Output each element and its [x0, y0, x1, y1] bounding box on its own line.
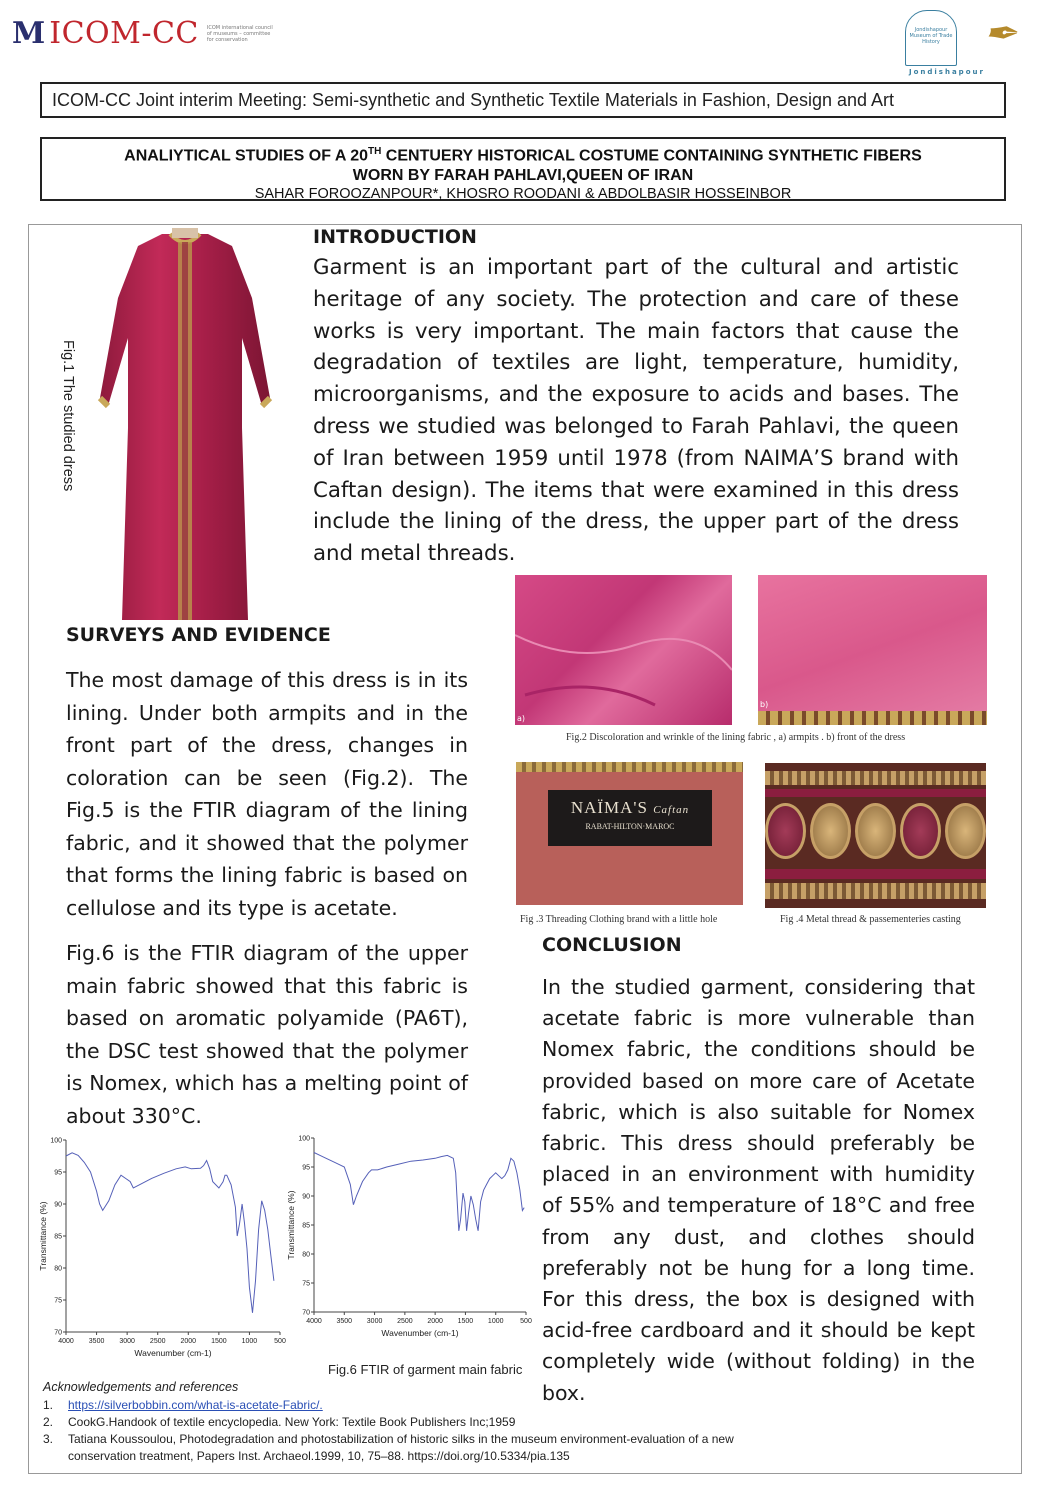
- y-tick-label: 80: [54, 1265, 62, 1273]
- calligraphy-logo-icon: ✒: [983, 11, 1017, 57]
- fig4-photo: [765, 763, 986, 908]
- poster-title-line1: ANALIYTICAL STUDIES OF A 20TH CENTUERY HISTORICAL COSTUME CONTAINING SYNTHETIC FIBERS: [124, 146, 922, 165]
- fig6-caption: Fig.6 FTIR of garment main fabric: [328, 1362, 523, 1377]
- fig3-caption: Fig .3 Threading Clothing brand with a little hole: [520, 914, 718, 925]
- reference-item: 2. CookG.Handook of textile encyclopedia. New York: Textile Book Publishers Inc;1959: [43, 1415, 516, 1429]
- meeting-title: ICOM-CC Joint interim Meeting: Semi-synthetic and Synthetic Textile Materials in Fashion, Design and Art: [52, 89, 895, 110]
- reference-item: 3. Tatiana Koussoulou, Photodegradation and photostabilization of historic silks in the museum environment-evaluation of a new conservation treatment, Papers Inst. Archaeol.1999, 10, 75–88. https://doi.org/10.5334/pia.135: [43, 1432, 734, 1463]
- fig2b-label: b): [760, 700, 769, 709]
- introduction-heading: INTRODUCTION: [313, 226, 477, 248]
- y-axis-label: Transmittance (%): [38, 1201, 48, 1271]
- x-tick-label: 3500: [88, 1338, 105, 1345]
- y-tick-label: 75: [302, 1280, 310, 1288]
- x-tick-label: 3500: [336, 1318, 353, 1325]
- conclusion-text: In the studied garment, considering that acetate fabric is more vulnerable than Nomex fabric, the conditions should be provided based on more care of Acetate fabric, which is also suitable for Nomex fabric. This dress should preferably be placed in an environment with humidity of 55% and temperature of 18°C and free from any dust, and clothes should preferably not be hung for a long time. For this dress, the box is designed with acid-free cardboard and it should be kept completely wide (without folding) in the box.: [542, 975, 975, 1405]
- museum-emblem-icon: Jondishapour Museum of Trade History: [905, 10, 957, 66]
- x-tick-label: 1500: [457, 1318, 474, 1325]
- surveys-text-1: The most damage of this dress is in its lining. Under both armpits and in the front part of the dress, changes in coloration can be seen (Fig.2). The Fig.5 is the FTIR diagram of the lining fabric, and it showed that the polymer that forms the lining fabric is based on cellulose and its type is acetate.: [66, 668, 468, 920]
- x-tick-label: 1000: [241, 1338, 258, 1345]
- conclusion-heading: CONCLUSION: [542, 934, 682, 956]
- fig2-caption: Fig.2 Discoloration and wrinkle of the lining fabric , a) armpits . b) front of the dress: [566, 732, 906, 743]
- x-tick-label: 1500: [211, 1338, 227, 1345]
- icom-mark-icon: M: [12, 16, 46, 51]
- y-tick-label: 100: [50, 1137, 62, 1145]
- icom-cc-logo: [12, 16, 277, 51]
- brand-name: NAÏMA'S: [570, 798, 648, 817]
- y-axis-label: Transmittance (%): [286, 1190, 296, 1260]
- x-tick-label: 4000: [306, 1318, 322, 1325]
- poster-title-box: [40, 137, 1006, 201]
- y-tick-label: 100: [298, 1135, 310, 1143]
- y-tick-label: 85: [54, 1233, 62, 1241]
- x-tick-label: 500: [274, 1338, 286, 1345]
- brand-city: RABAT-HILTON·MAROC: [585, 822, 675, 831]
- surveys-heading: SURVEYS AND EVIDENCE: [66, 624, 331, 646]
- y-tick-label: 90: [54, 1201, 62, 1209]
- fig2a-photo: [515, 575, 732, 725]
- poster-title-line2: WORN BY FARAH PAHLAVI,QUEEN OF IRAN: [352, 167, 694, 185]
- x-tick-label: 2500: [149, 1338, 166, 1345]
- brand-script: Caftan: [653, 804, 690, 816]
- ftir-chart-lining: [36, 1132, 286, 1368]
- y-tick-label: 95: [54, 1169, 62, 1177]
- poster-authors: SAHAR FOROOZANPOUR*, KHOSRO ROODANI & ABDOLBASIR HOSSEINBOR: [254, 186, 792, 203]
- y-tick-label: 95: [302, 1164, 310, 1172]
- x-tick-label: 500: [520, 1318, 532, 1325]
- reference-link[interactable]: https://silverbobbin.com/what-is-acetate-Fabric/.: [68, 1398, 323, 1412]
- surveys-text-2: Fig.6 is the FTIR diagram of the upper main fabric showed that this fabric is based on aromatic polyamide (PA6T), the DSC test showed that the polymer is Nomex, which has a melting point of about 330°C.: [66, 941, 468, 1128]
- y-tick-label: 80: [302, 1251, 310, 1259]
- references-list: [43, 1397, 803, 1465]
- fig1-caption: Fig.1 The studied dress: [60, 340, 76, 492]
- icom-cc-name: ICOM-CC: [49, 16, 199, 51]
- jondishapour-logo: [905, 4, 1040, 76]
- x-tick-label: 3000: [119, 1338, 135, 1345]
- y-tick-label: 90: [302, 1193, 310, 1201]
- introduction-text: Garment is an important part of the cultural and artistic heritage of any society. The protection and care of these works is very important. The main factors that cause the degradation of textiles are light, temperature, humidity, microorganisms, and the exposure to acids and bases. The dress we studied was belonged to Farah Pahlavi, the queen of Iran between 1959 until 1978 (from NAIMA’S brand with Caftan design). The items that were examined in this dress include the lining of the dress, the upper part of the dress and metal threads.: [313, 255, 959, 567]
- ftir-spectrum-line: [66, 1153, 274, 1313]
- icom-cc-subtitle: ICOM international council of museums – committee for conservation: [206, 24, 273, 43]
- y-tick-label: 75: [54, 1297, 62, 1305]
- meeting-banner: [40, 82, 1006, 118]
- ftir-spectrum-line: [314, 1153, 524, 1231]
- dress-photo: [92, 228, 278, 622]
- y-tick-label: 70: [54, 1329, 62, 1337]
- x-tick-label: 4000: [58, 1338, 74, 1345]
- fig2a-label: a): [517, 714, 526, 723]
- x-axis-label: Wavenumber (cm-1): [381, 1328, 459, 1338]
- brand-label: [548, 790, 712, 846]
- reference-item: 1. https://silverbobbin.com/what-is-acetate-Fabric/.: [43, 1398, 323, 1412]
- x-tick-label: 2500: [397, 1318, 413, 1325]
- y-tick-label: 85: [302, 1222, 310, 1230]
- fig3-photo: [516, 762, 743, 905]
- y-tick-label: 70: [302, 1309, 310, 1317]
- ftir-chart-main-fabric: [284, 1130, 534, 1344]
- passementerie-row: [765, 803, 986, 863]
- x-axis-label: Wavenumber (cm-1): [134, 1348, 212, 1358]
- x-tick-label: 3000: [366, 1318, 383, 1325]
- references-heading: Acknowledgements and references: [43, 1380, 239, 1394]
- x-tick-label: 2000: [180, 1338, 197, 1345]
- x-tick-label: 2000: [427, 1318, 443, 1325]
- jondishapour-name: Jondishapour: [909, 68, 985, 76]
- fig4-caption: Fig .4 Metal thread & passementeries casting: [780, 914, 961, 925]
- x-tick-label: 1000: [487, 1318, 504, 1325]
- fig2b-photo: [758, 575, 987, 725]
